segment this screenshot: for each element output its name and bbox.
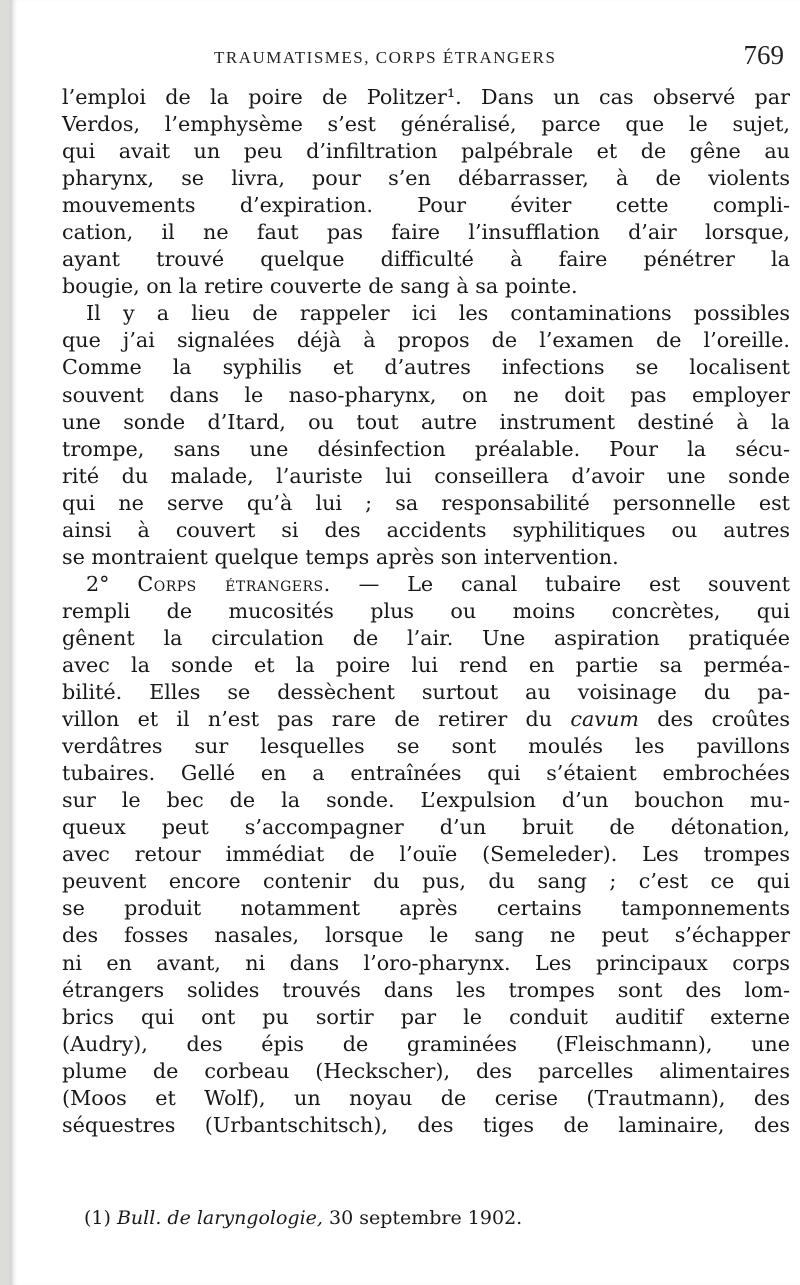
text-line: peuvent encore contenir du pus, du sang ; c’est ce qui: [62, 869, 790, 894]
text-line: Verdos, l’emphysème s’est généralisé, parce que le sujet,: [62, 112, 790, 137]
text-line: Comme la syphilis et d’autres infections se localisent: [62, 355, 790, 380]
text-line: que j’ai signalées déjà à propos de l’examen de l’oreille.: [62, 328, 790, 353]
text-line: qui avait un peu d’infiltration palpébrale et de gêne au: [62, 139, 790, 164]
section-heading-line: [62, 571, 790, 598]
text-line: des fosses nasales, lorsque le sang ne peut s’échapper: [62, 923, 790, 948]
text-line: séquestres (Urbantschitsch), des tiges de laminaire, des: [62, 1112, 790, 1137]
text-line-cavum: [62, 706, 790, 733]
page-header: [64, 40, 784, 80]
text-line: plume de corbeau (Heckscher), des parcelles alimentaires: [62, 1058, 790, 1083]
page-number: 769: [743, 40, 784, 70]
running-head: TRAUMATISMES, CORPS ÉTRANGERS: [214, 48, 557, 67]
text-line: avec retour immédiat de l’ouïe (Semeleder). Les trompes: [62, 842, 790, 867]
text-line: cation, il ne faut pas faire l’insufflation d’air lorsque,: [62, 220, 790, 245]
body-text: [62, 84, 790, 1139]
text-line: (Moos et Wolf), un noyau de cerise (Trautmann), des: [62, 1085, 790, 1110]
footnote-marker: (1): [84, 1207, 111, 1229]
text-line: avec la sonde et la poire lui rend en partie sa perméa-: [62, 652, 790, 677]
text-line: une sonde d’Itard, ou tout autre instrument destiné à la: [62, 409, 790, 434]
section-number: 2°: [86, 571, 110, 596]
text-line: qui ne serve qu’à lui ; sa responsabilité personnelle est: [62, 490, 790, 515]
text-line: rité du malade, l’auriste lui conseillera d’avoir une sonde: [62, 463, 790, 488]
text-line: se montraient quelque temps après son intervention.: [62, 544, 619, 569]
text-line: queux peut s’accompagner d’un bruit de détonation,: [62, 815, 790, 840]
text-line: ainsi à couvert si des accidents syphilitiques ou autres: [62, 517, 790, 542]
footnote-source: Bull. de laryngologie,: [116, 1207, 323, 1229]
cavum-italic: cavum: [570, 707, 639, 732]
text-line: tubaires. Gellé en a entraînées qui s’étaient embrochées: [62, 761, 790, 786]
text-line: bilité. Elles se dessèchent surtout au voisinage du pa-: [62, 680, 790, 705]
section-intro-text: — Le canal tubaire est souvent: [330, 571, 791, 596]
section-title: Corps étrangers.: [137, 571, 331, 596]
text-line: pharynx, se livra, pour s’en débarrasser, à de violents: [62, 166, 790, 191]
text-line: (Audry), des épis de graminées (Fleischmann), une: [62, 1031, 790, 1056]
cavum-after: des croûtes: [638, 707, 791, 732]
book-page: [10, 0, 800, 1285]
text-line: rempli de mucosités plus ou moins concrètes, qui: [62, 598, 790, 623]
text-line: gênent la circulation de l’air. Une aspiration pratiquée: [62, 625, 790, 650]
text-line: sur le bec de la sonde. L’expulsion d’un bouchon mu-: [62, 788, 790, 813]
footnote-date: 30 septembre 1902.: [329, 1207, 523, 1229]
text-line: Il y a lieu de rappeler ici les contaminations possibles: [86, 301, 790, 326]
footnote: [84, 1207, 522, 1229]
text-line: bougie, on la retire couverte de sang à sa pointe.: [62, 274, 578, 299]
text-line: se produit notamment après certains tamponnements: [62, 896, 790, 921]
text-line: ni en avant, ni dans l’oro-pharynx. Les principaux corps: [62, 950, 790, 975]
text-line: souvent dans le naso-pharynx, on ne doit pas employer: [62, 382, 790, 407]
text-line: brics qui ont pu sortir par le conduit auditif externe: [62, 1004, 790, 1029]
text-line: étrangers solides trouvés dans les trompes sont des lom-: [62, 977, 790, 1002]
text-line: l’emploi de la poire de Politzer¹. Dans un cas observé par: [62, 85, 790, 109]
text-line: trompe, sans une désinfection préalable. Pour la sécu-: [62, 436, 790, 461]
text-line: mouvements d’expiration. Pour éviter cette compli-: [62, 193, 790, 218]
cavum-before: villon et il n’est pas rare de retirer du: [62, 707, 571, 732]
text-line: ayant trouvé quelque difficulté à faire pénétrer la: [62, 247, 790, 272]
text-line: verdâtres sur lesquelles se sont moulés les pavillons: [62, 734, 790, 759]
